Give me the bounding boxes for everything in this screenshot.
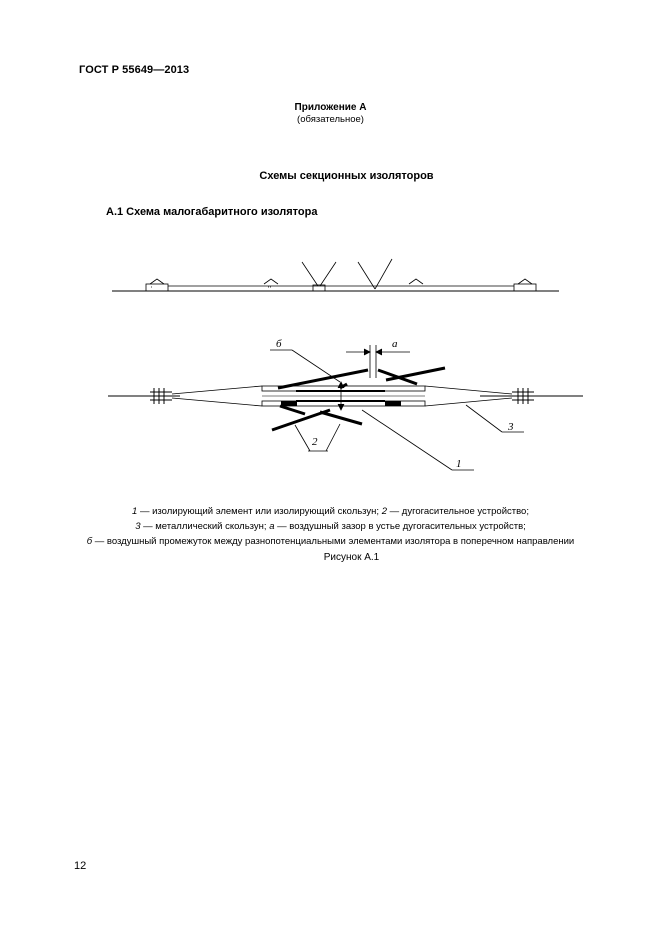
- legend-line-3: б — воздушный промежуток между разнопотенциальными элементами изолятора в поперечном направлении: [86, 536, 575, 547]
- leader-1: [362, 410, 452, 470]
- figure-legend: [0, 504, 661, 549]
- document-header: ГОСТ Р 55649—2013: [79, 64, 190, 76]
- runner-taper-left: [172, 386, 262, 406]
- legend-line-1: 1 — изолирующий элемент или изолирующий скользун; 2 — дугогасительное устройство;: [132, 506, 529, 517]
- legend-line-2: 3 — металлический скользун; а — воздушный зазор в устье дугогасительных устройств;: [135, 521, 526, 532]
- label-3: 3: [508, 421, 514, 433]
- arc-horn-upper-right-b: [386, 368, 445, 380]
- runner-block-right: [385, 401, 401, 406]
- side-view: [112, 259, 559, 291]
- side-view-horn-right-a: [358, 262, 375, 289]
- arc-horn-lower-left-b: [280, 406, 305, 414]
- leader-2b: [326, 424, 340, 451]
- figure-caption: Рисунок А.1: [323, 552, 380, 563]
- subsection-title: А.1 Схема малогабаритного изолятора: [106, 206, 318, 218]
- label-2: 2: [312, 436, 318, 448]
- appendix-title: Приложение А: [294, 102, 367, 113]
- runner-block-left: [281, 401, 297, 406]
- side-view-horn-right-b: [375, 259, 392, 289]
- label-b: б: [276, 338, 282, 350]
- side-view-end-block-right: [514, 284, 536, 291]
- section-title: Схемы секционных изоляторов: [259, 170, 434, 182]
- leader-3: [466, 405, 502, 432]
- side-view-horn-left-b: [320, 262, 336, 286]
- side-view-bump-4: [518, 279, 532, 284]
- arc-horn-upper-left: [278, 370, 368, 388]
- plan-view: [108, 345, 583, 470]
- appendix-subtitle: (обязательное): [297, 114, 364, 125]
- arc-horns: [272, 368, 445, 430]
- side-view-bump-1: [150, 279, 164, 284]
- leader-2a: [295, 425, 310, 451]
- page-number: 12: [74, 860, 87, 872]
- side-view-end-block-left: [146, 284, 168, 291]
- label-1: 1: [456, 458, 462, 470]
- label-a: а: [392, 338, 398, 350]
- side-view-bump-3: [409, 279, 423, 284]
- side-view-bump-2: [264, 279, 278, 284]
- arc-horn-lower-right: [320, 412, 362, 424]
- side-view-horn-left-a: [302, 262, 318, 286]
